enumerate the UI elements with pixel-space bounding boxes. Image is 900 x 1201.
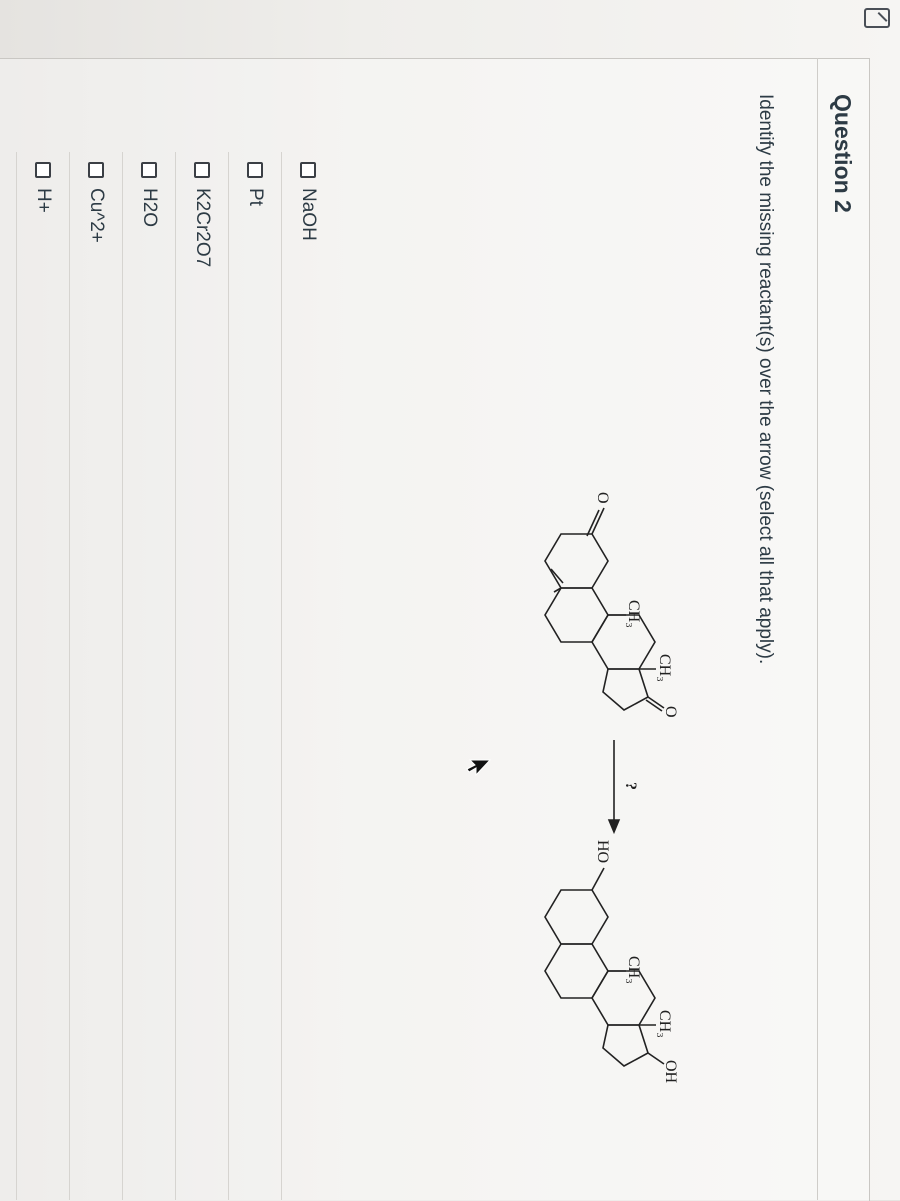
option-label: H2O [139, 188, 160, 228]
product-ring-c [592, 971, 655, 1025]
header-divider [817, 58, 818, 1200]
option-label: Cu^2+ [86, 188, 107, 243]
option-k2cr2o7[interactable] [175, 152, 228, 1200]
option-h2[interactable] [0, 152, 16, 1200]
product-ring-a [545, 890, 608, 944]
option-cu2plus[interactable] [69, 152, 122, 1200]
option-hplus[interactable] [16, 152, 69, 1200]
checkbox[interactable] [194, 162, 210, 178]
option-label [0, 188, 1, 212]
product-ring-b [545, 944, 608, 998]
reactant-ring-c [592, 615, 655, 669]
checkbox[interactable] [247, 162, 263, 178]
reactant-methyl-top: CH₃ [656, 654, 673, 682]
option-label: K2Cr2O7 [192, 188, 213, 268]
reactant-ring-d [603, 669, 648, 710]
flag-question-icon[interactable] [864, 8, 890, 28]
checkbox[interactable] [88, 162, 104, 178]
question-prompt: Identify the missing reactant(s) over the arrow (select all that apply). [755, 94, 776, 665]
option-h2o[interactable] [122, 152, 175, 1200]
option-label: NaOH [298, 188, 319, 241]
option-pt[interactable] [228, 152, 281, 1200]
reactant-ring-b [545, 588, 608, 642]
reactant-carbonyl-o: O [662, 706, 679, 718]
product-ho: HO [594, 840, 611, 864]
option-label: H+ [33, 188, 54, 213]
arrow-label: ? [622, 782, 639, 790]
checkbox[interactable] [35, 162, 51, 178]
checkbox[interactable] [300, 162, 316, 178]
mouse-pointer-icon [466, 758, 492, 778]
reaction-diagram [462, 470, 732, 1170]
answer-options [0, 152, 334, 1200]
reactant-ketone-o: O [594, 492, 611, 504]
product-hydroxyl: OH [662, 1060, 679, 1084]
option-naoh[interactable] [281, 152, 334, 1200]
reactant-methyl-mid: CH₃ [625, 600, 642, 628]
reactant-ring-a [545, 534, 608, 588]
checkbox[interactable] [141, 162, 157, 178]
product-methyl-top: CH₃ [656, 1010, 673, 1038]
product-ring-d [603, 1025, 648, 1066]
product-methyl-mid: CH₃ [625, 956, 642, 984]
question-title: Question 2 [830, 94, 856, 213]
option-label: Pt [245, 188, 266, 206]
